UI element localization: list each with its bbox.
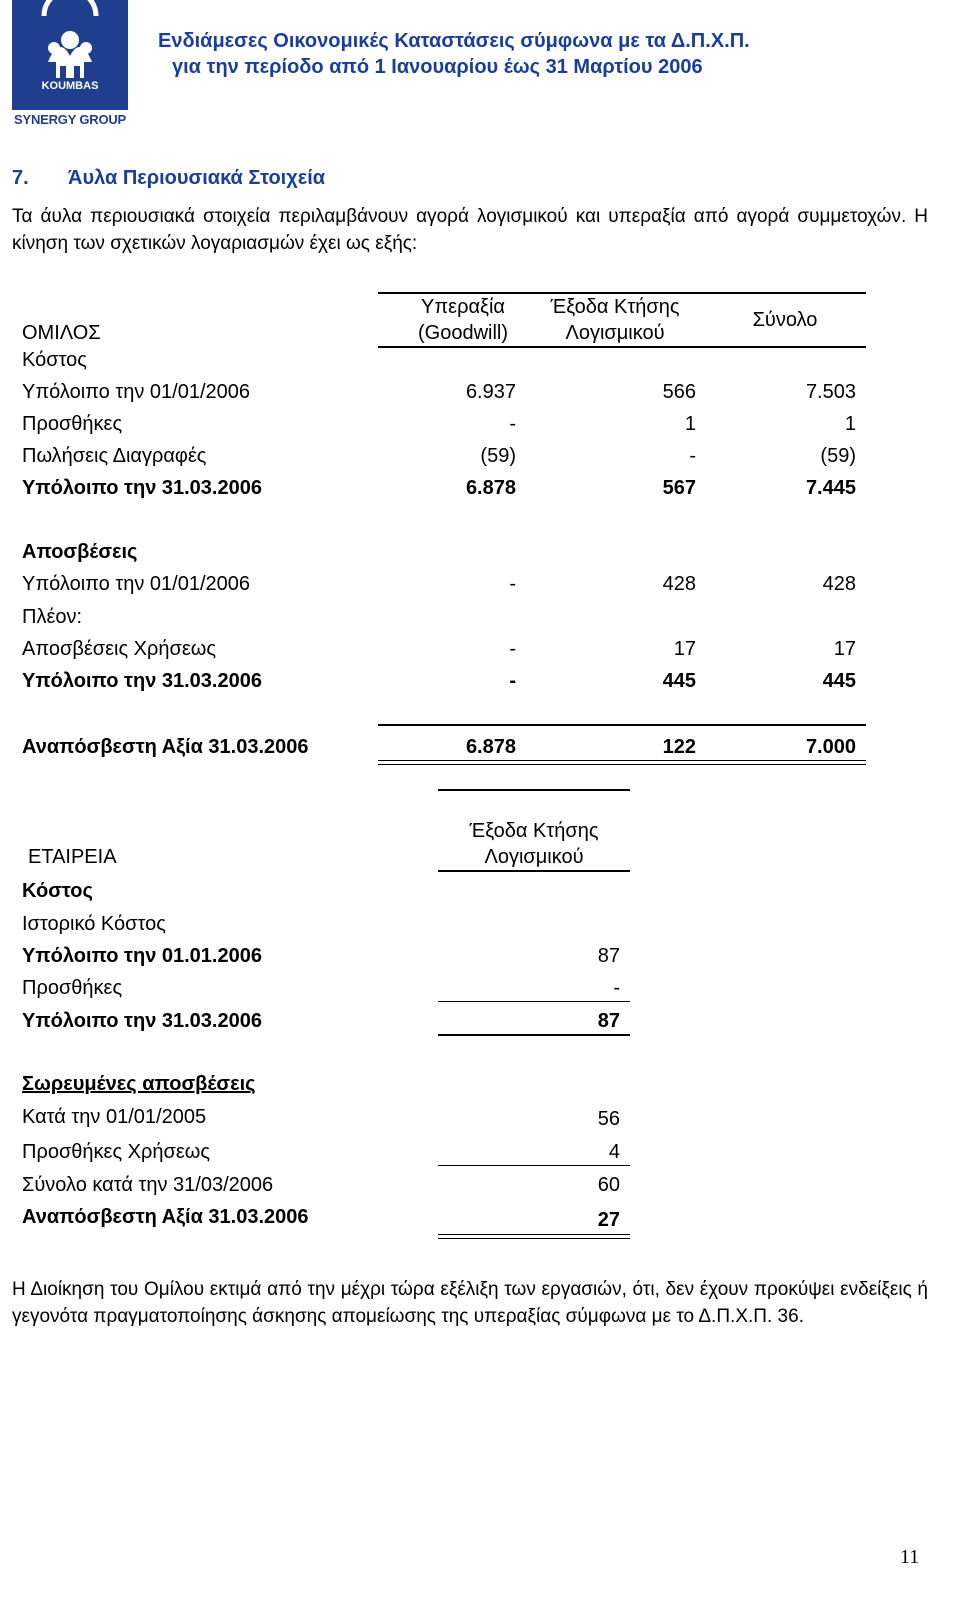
group-nbv-goodwill: 6.878 (465, 736, 516, 758)
group-nbv-software: 122 (662, 736, 696, 758)
group-nbv-total: 7.000 (805, 736, 856, 758)
group-dep-row-software: 428 (662, 573, 696, 595)
company-acc-row-label: Κατά την 01/01/2005 (22, 1106, 207, 1128)
company-acc-row-value: 27 (597, 1209, 620, 1231)
company-acc-row-label: Σύνολο κατά την 31/03/2006 (22, 1174, 274, 1196)
company-row-value: 87 (597, 1010, 620, 1032)
company-row-label: Προσθήκες (22, 977, 123, 999)
company-table-header-rule (438, 870, 630, 872)
group-cost-row-total: 7.503 (805, 381, 856, 403)
group-cost-row-software: - (689, 445, 696, 467)
group-nbv-top-rule (378, 724, 866, 726)
group-cost-row-software: 566 (662, 381, 696, 403)
company-label: ΕΤΑΙΡΕΙΑ (28, 846, 117, 868)
company-table-top-rule (438, 789, 630, 791)
section-number: 7. (12, 167, 29, 189)
logo-group-text: SYNERGY GROUP (14, 112, 127, 127)
group-dep-row-goodwill: - (509, 573, 516, 595)
group-label: ΟΜΙΛΟΣ (22, 322, 101, 344)
header-title-line2: για την περίοδο από 1 Ιανουαρίου έως 31 Μαρτίου 2006 (172, 56, 703, 78)
company-acc-row-label: Προσθήκες Χρήσεως (22, 1141, 210, 1163)
group-col-software-line2: Λογισμικού (565, 322, 665, 344)
company-acc-heading: Σωρευμένες αποσβέσεις (22, 1073, 256, 1095)
group-dep-row-software: 17 (673, 638, 696, 660)
company-nbv-double-rule (438, 1234, 630, 1239)
group-nbv-double-rule (378, 760, 866, 765)
group-cost-row-goodwill: 6.878 (465, 477, 516, 499)
group-table-header-rule (378, 346, 866, 348)
group-col-software-line1: Έξοδα Κτήσης (550, 296, 680, 318)
group-dep-row-label: Αποσβέσεις Χρήσεως (22, 638, 216, 660)
group-nbv-label: Αναπόσβεστη Αξία 31.03.2006 (22, 736, 309, 758)
company-total-rule (438, 1034, 630, 1036)
company-row-value: 87 (597, 945, 620, 967)
company-row-label: Υπόλοιπο την 01.01.2006 (22, 945, 262, 967)
group-dep-row-total: 17 (833, 638, 856, 660)
company-row-label: Υπόλοιπο την 31.03.2006 (22, 1010, 262, 1032)
group-dep-row-label: Υπόλοιπο την 01/01/2006 (22, 573, 251, 595)
group-cost-row-goodwill: 6.937 (465, 381, 516, 403)
company-acc-row-value: 56 (597, 1108, 620, 1130)
group-cost-row-label: Προσθήκες (22, 413, 123, 435)
group-dep-row-total: 445 (822, 670, 856, 692)
group-cost-row-goodwill: (59) (480, 445, 516, 467)
company-acc-row-label: Αναπόσβεστη Αξία 31.03.2006 (22, 1206, 309, 1228)
logo-badge-text: KOUMBAS (41, 80, 99, 92)
company-col-line2: Λογισμικού (484, 846, 584, 868)
company-logo (12, 0, 128, 128)
group-cost-row-total: 1 (844, 413, 856, 435)
header-title-line1: Ενδιάμεσες Οικονομικές Καταστάσεις σύμφωνα με τα Δ.Π.Χ.Π. (158, 30, 750, 52)
group-col-total: Σύνολο (752, 309, 818, 331)
group-cost-row-goodwill: - (509, 413, 516, 435)
section-intro: Τα άυλα περιουσιακά στοιχεία περιλαμβάνουν αγορά λογισμικού και υπεραξία από αγορά συμμετοχών. Η κίνηση των σχετικών λογαριασμών έχει ως εξής: (12, 206, 928, 254)
group-col-goodwill-line2: (Goodwill) (417, 322, 509, 344)
logo-emblem-icon (12, 0, 128, 110)
group-dep-heading: Αποσβέσεις (22, 541, 138, 563)
group-cost-row-total: (59) (820, 445, 856, 467)
company-cost-heading: Κόστος (22, 880, 93, 902)
group-dep-row-total: 428 (822, 573, 856, 595)
company-subtotal-rule (438, 1001, 630, 1002)
group-cost-heading: Κόστος (22, 349, 87, 371)
group-dep-row-label: Υπόλοιπο την 31.03.2006 (22, 670, 262, 692)
company-acc-row-value: 60 (597, 1174, 620, 1196)
group-cost-row-total: 7.445 (805, 477, 856, 499)
company-row-value: - (613, 977, 620, 999)
group-dep-row-label: Πλέον: (22, 606, 83, 628)
group-cost-row-software: 1 (684, 413, 696, 435)
group-table-top-rule (378, 292, 866, 294)
section-title: Άυλα Περιουσιακά Στοιχεία (68, 167, 326, 189)
company-col-line1: Έξοδα Κτήσης (469, 820, 599, 842)
company-hist-cost: Ιστορικό Κόστος (22, 913, 166, 935)
group-cost-row-label: Πωλήσεις Διαγραφές (22, 445, 207, 467)
company-acc-row-value: 4 (608, 1141, 620, 1163)
group-dep-row-software: 445 (662, 670, 696, 692)
closing-paragraph: Η Διοίκηση του Ομίλου εκτιμά από την μέχρι τώρα εξέλιξη των εργασιών, ότι, δεν έχουν προκύψει ενδείξεις ή γεγονότα πραγματοποίησης άσκησης απομείωσης της υπεραξίας σύμφωνα με το Δ.Π.Χ.Π. 36. (12, 1279, 928, 1327)
company-acc-subtotal-rule (438, 1165, 630, 1166)
page-number: 11 (900, 1546, 920, 1568)
group-cost-row-label: Υπόλοιπο την 01/01/2006 (22, 381, 251, 403)
group-col-goodwill-line1: Υπεραξία (421, 296, 505, 318)
group-cost-row-software: 567 (662, 477, 696, 499)
group-cost-row-label: Υπόλοιπο την 31.03.2006 (22, 477, 262, 499)
group-dep-row-goodwill: - (509, 670, 516, 692)
group-dep-row-goodwill: - (509, 638, 516, 660)
